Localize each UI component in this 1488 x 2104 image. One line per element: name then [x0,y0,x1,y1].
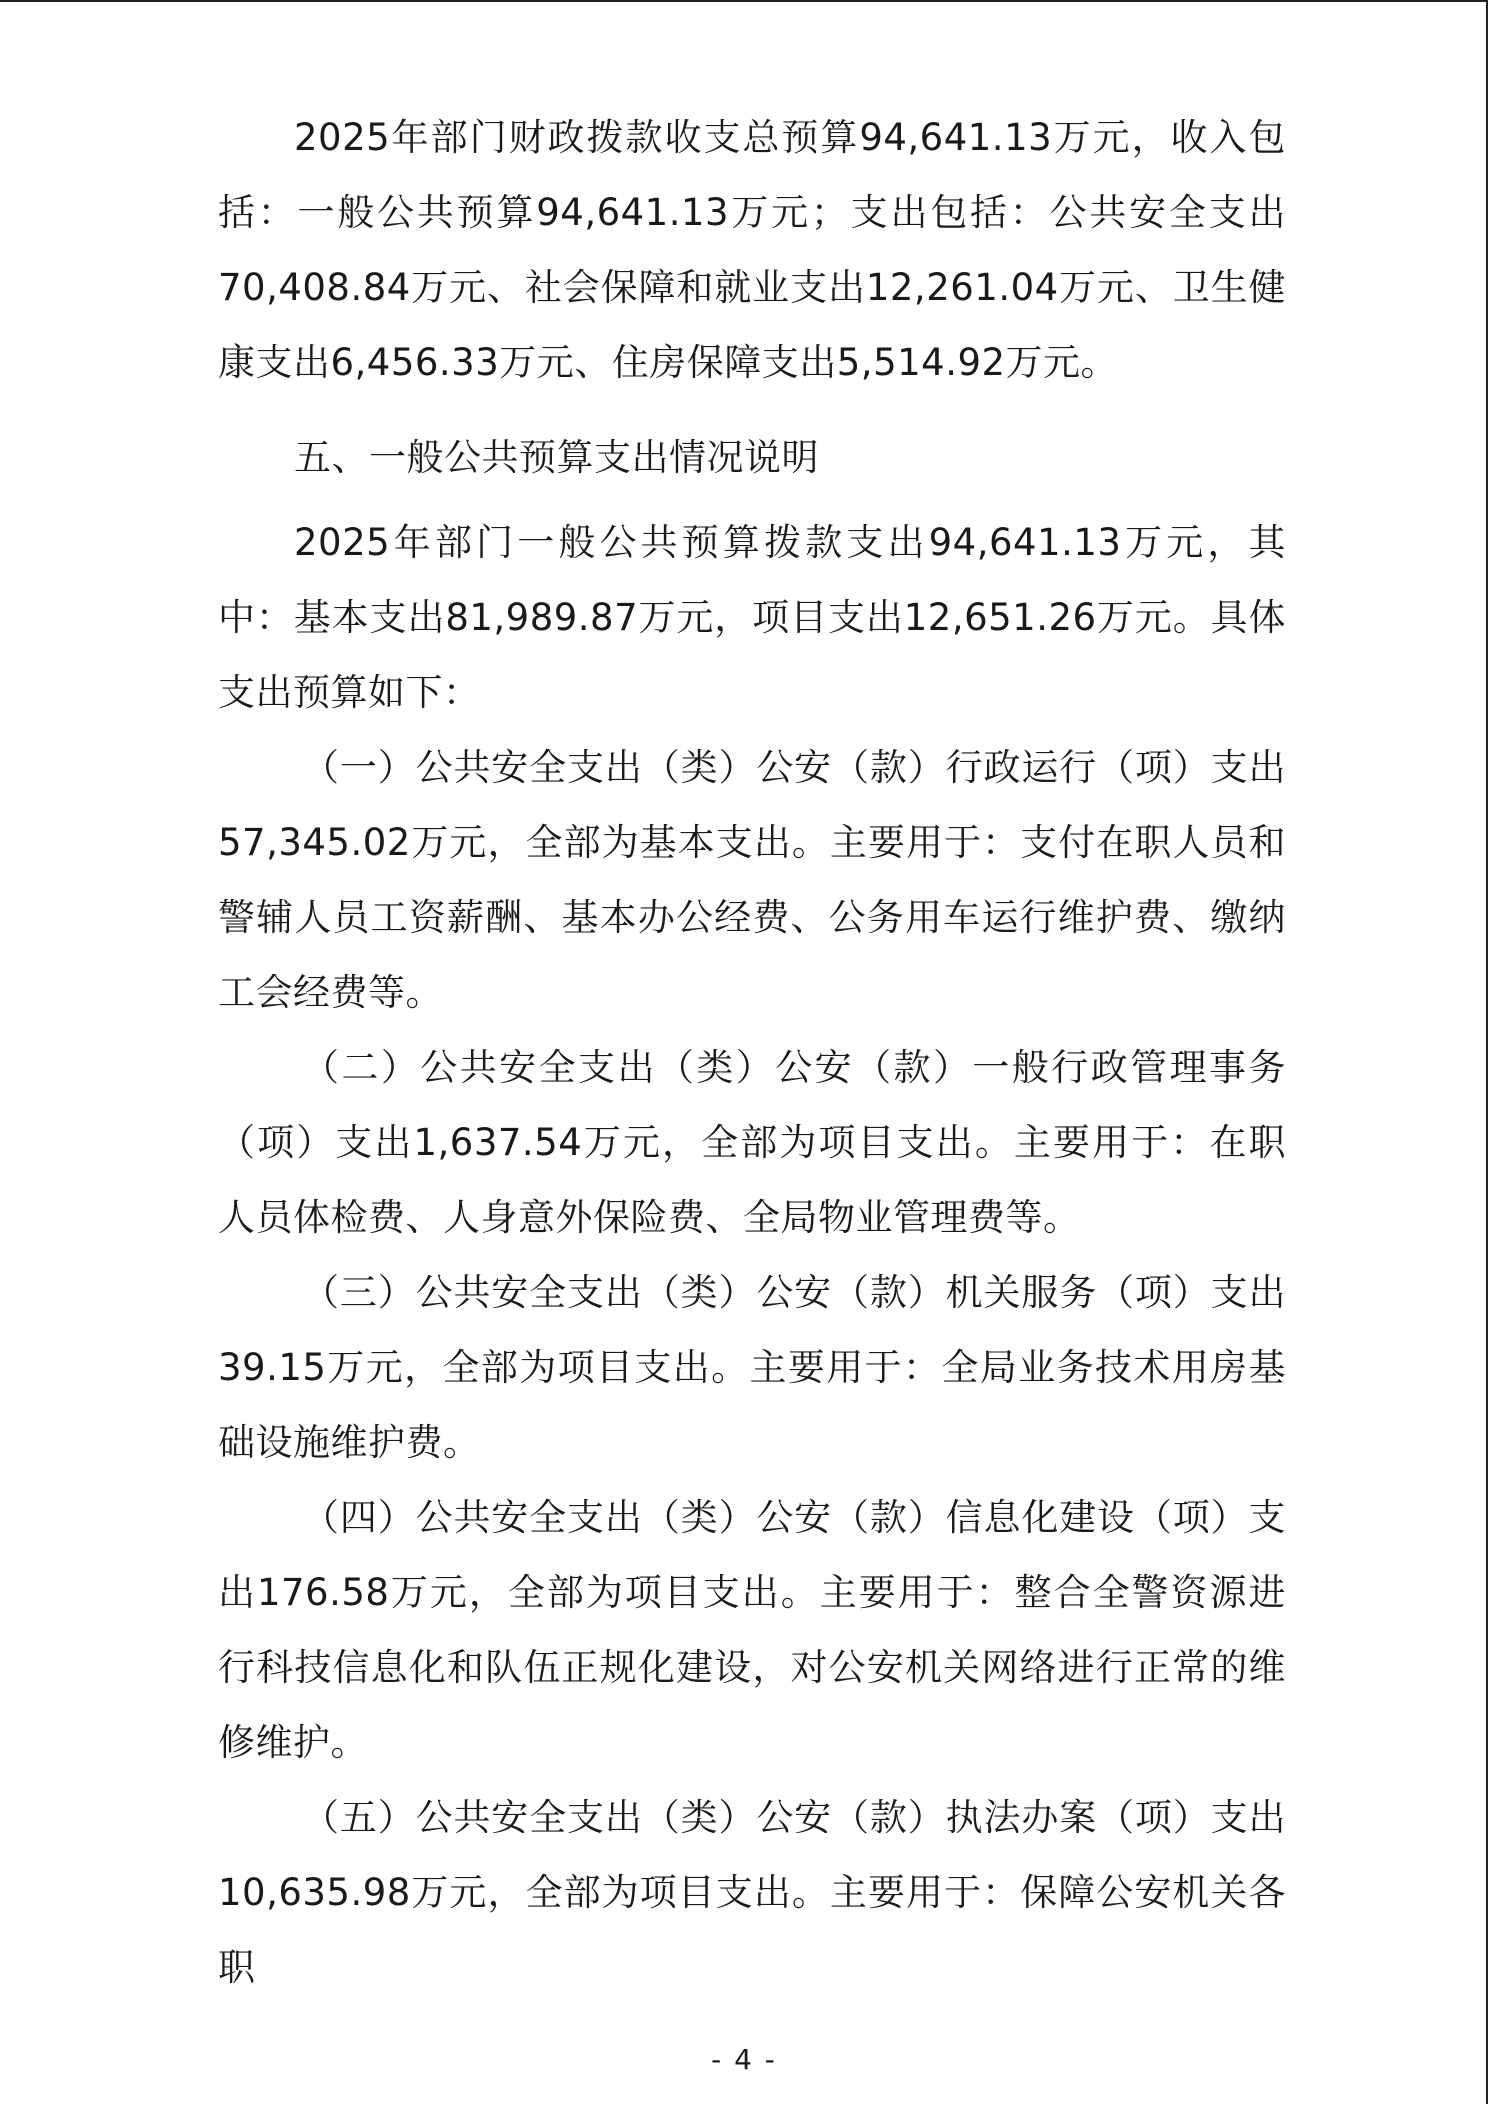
list-item-5: （五）公共安全支出（类）公安（款）执法办案（项）支出10,635.98万元，全部为项目支出。主要用于：保障公安机关各职 [218,1796,1286,1989]
page-border-top [0,0,1488,2]
page-number: - 4 - [711,2043,777,2076]
paragraph-gap [218,400,1286,410]
list-item-4: （四）公共安全支出（类）公安（款）信息化建设（项）支出176.58万元，全部为项目支出。主要用于：整合全警资源进行科技信息化和队伍正规化建设，对公安机关网络进行正常的维修维护。 [218,1496,1286,1764]
section-heading: 五、一般公共预算支出情况说明 [294,436,819,479]
document-body [218,100,1286,2005]
list-item-1: （一）公共安全支出（类）公安（款）行政运行（项）支出57,345.02万元，全部为基本支出。主要用于：支付在职人员和警辅人员工资薪酬、基本办公经费、公务用车运行维护费、缴纳工会经费等。 [218,746,1286,1014]
list-item-2: （二）公共安全支出（类）公安（款）一般行政管理事务（项）支出1,637.54万元，全部为项目支出。主要用于：在职人员体检费、人身意外保险费、全局物业管理费等。 [218,1046,1286,1239]
paragraph-budget-total: 2025年部门财政拨款收支总预算94,641.13万元，收入包括：一般公共预算94,641.13万元；支出包括：公共安全支出70,408.84万元、社会保障和就业支出12,261.04万元、卫生健康支出6,456.33万元、住房保障支出5,514.92万元。 [218,116,1286,384]
list-item-3: （三）公共安全支出（类）公安（款）机关服务（项）支出39.15万元，全部为项目支出。主要用于：全局业务技术用房基础设施维护费。 [218,1271,1286,1464]
paragraph-general-budget: 2025年部门一般公共预算拨款支出94,641.13万元，其中：基本支出81,989.87万元，项目支出12,651.26万元。具体支出预算如下： [218,521,1286,714]
